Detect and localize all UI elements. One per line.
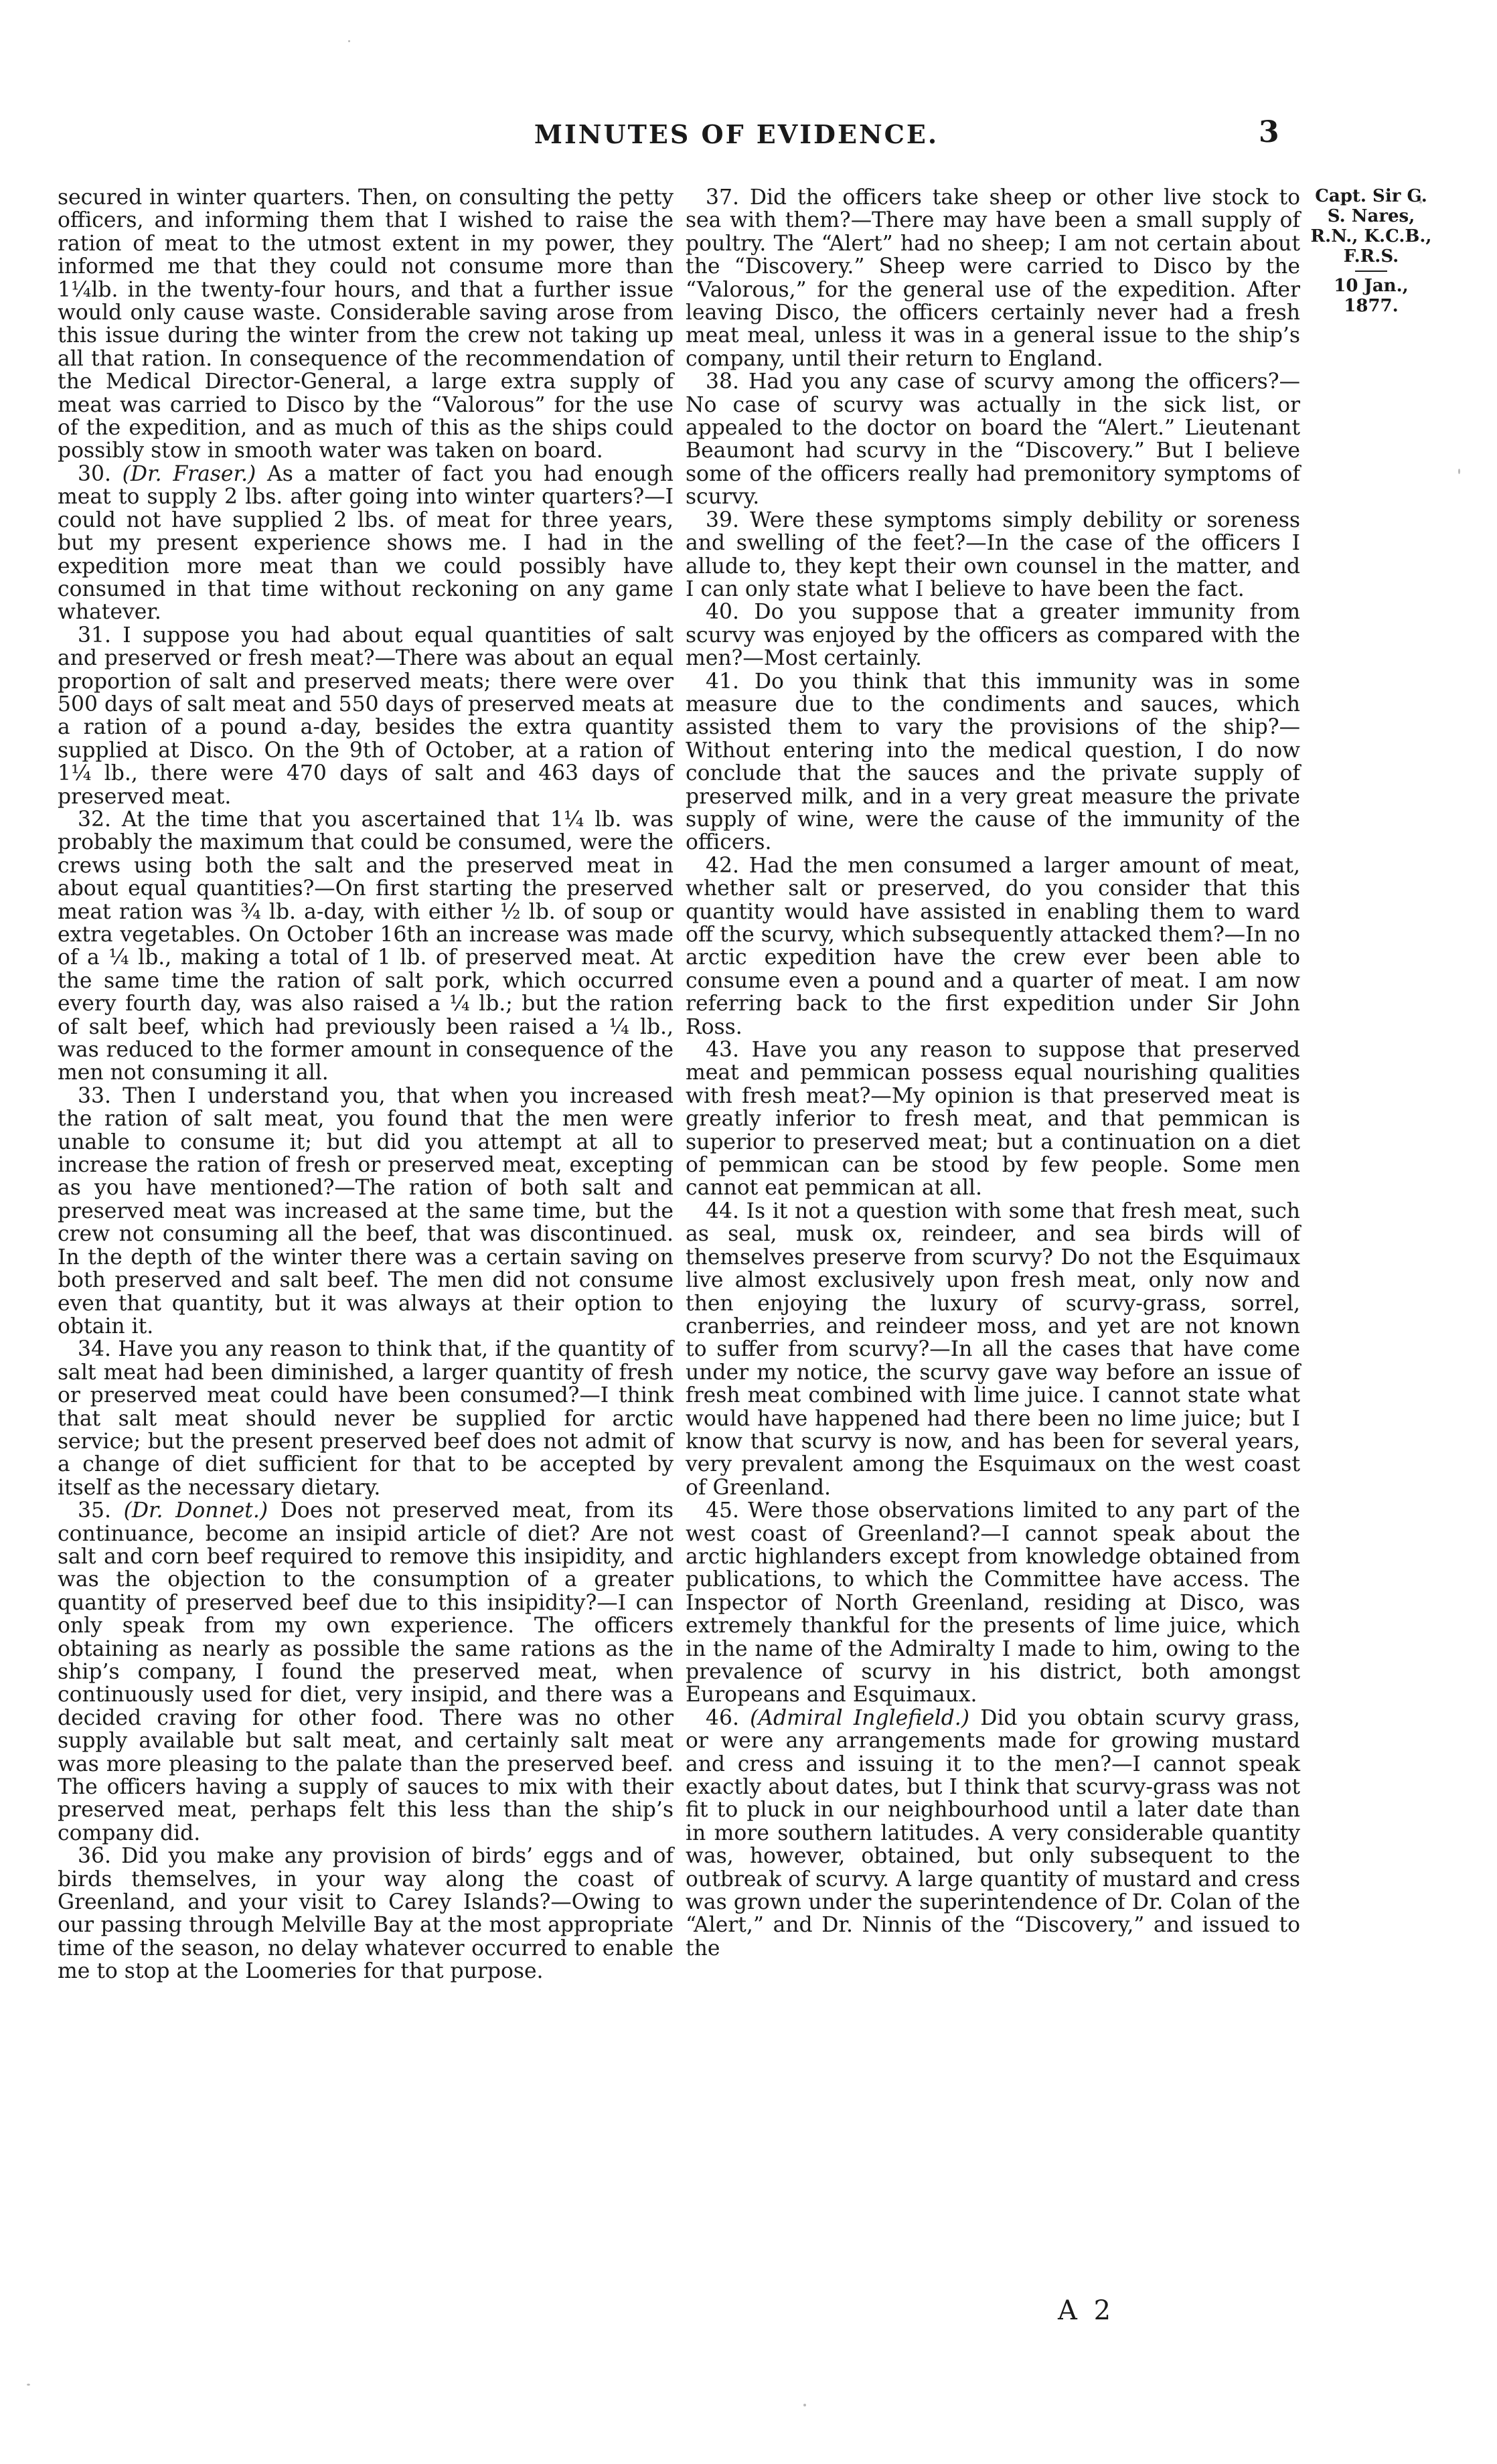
question-paragraph — [686, 1499, 1300, 1707]
question-paragraph — [58, 1338, 674, 1499]
print-speck — [1419, 201, 1422, 204]
paragraph-text: Had the men consumed a larger amount of meat, whether salt or preserved, do you consider that this quantity would have assisted in enabling them to ward off the scurvy, which subsequently attacked them?—In no arctic expedition have the crew ever been able to consume even a pound and a quarter of meat. I am now referring back to the first expedition under Sir John Ross. — [686, 853, 1300, 1039]
paragraph-text: Were those observations limited to any part of the west coast of Greenland?—I cannot speak about the arctic highlanders except from knowledge obtained from publications, to which the Committee have access. The Inspector of North Greenland, residing at Disco, was extremely thankful for the presents of lime juice, which in the name of the Admiralty I made to him, owing to the prevalence of scurvy in his district, both amongst Europeans and Esquimaux. — [686, 1498, 1300, 1707]
question-number: 40. — [706, 600, 739, 625]
question-paragraph — [686, 1038, 1300, 1200]
question-paragraph — [686, 1707, 1300, 1960]
question-paragraph — [686, 370, 1300, 508]
witness-honours: F.R.S. — [1343, 246, 1399, 266]
paragraph-text: secured in winter quarters. Then, on consulting the petty officers, and informing them that I wished to raise the ration of meat to the utmost extent in my power, they informed me that they could not consume more than 1¼lb. in the twenty-four hours, and that a further issue would only cause waste. Considerable saving arose from this issue during the winter from the crew not taking up all that ration. In consequence of the recommendation of the Medical Director-General, a large extra supply of meat was carried to Disco by the “Valorous” for the use of the expedition, and as much of this as the ships could possibly stow in smooth water was taken on board. — [58, 185, 674, 463]
paragraph-text: As a matter of fact you had enough meat to supply 2 lbs. after going into winter quarters?—I could not have supplied 2 lbs. of meat for three years, but my present experience shows me. I had in the expedition more meat than we could possibly have consumed in that time without reckoning on any game whatever. — [58, 461, 674, 625]
paragraph-text: Did you obtain scurvy grass, or were any arrangements made for growing mustard and cress and issuing it to the men?—I cannot speak exactly about dates, but I think that scurvy-grass was not fit to pluck in our neighbourhood until a later date than in more southern latitudes. A very considerable quantity was, however, obtained, but only subsequent to the outbreak of scurvy. A large quantity of mustard and cress was grown under the superintendence of Dr. Colan of the “Alert,” and Dr. Ninnis of the “Discovery,” and issued to the — [686, 1705, 1300, 1960]
question-paragraph — [686, 509, 1300, 601]
paragraph-text: Have you any reason to suppose that preserved meat and pemmican possess equal nourishing qualities with fresh meat?—My opinion is that preserved meat is greatly inferior to fresh meat, and that pemmican is superior to preserved meat; but a continuation on a diet of pemmican can be stood by few people. Some men cannot eat pemmican at all. — [686, 1038, 1300, 1201]
question-number: 46. — [706, 1705, 739, 1730]
signature-mark: A 2 — [1058, 2295, 1115, 2326]
question-number: 30. — [78, 461, 111, 486]
print-speck — [27, 2384, 30, 2386]
question-number: 31. — [78, 623, 111, 647]
speaker: (Admiral Inglefield.) — [750, 1705, 970, 1730]
divider — [1355, 271, 1387, 272]
paragraph-text: Have you any reason to think that, if the quantity of salt meat had been diminished, a larger quantity of fresh or preserved meat could have been consumed?—I think that salt meat should never be supplied for arctic service; but the present preserved beef does not admit of a change of diet sufficient for that to be accepted by itself as the necessary dietary. — [58, 1337, 674, 1500]
question-paragraph — [58, 463, 674, 624]
print-speck — [803, 2404, 806, 2406]
paragraph-text: I suppose you had about equal quantities of salt and preserved or fresh meat?—There was about an equal proportion of salt and preserved meats; there were over 500 days of salt meat and 550 days of preserved meats at a ration of a pound a-day, besides the extra quantity supplied at Disco. On the 9th of October, at a ration of 1¼ lb., there were 470 days of salt and 463 days of preserved meat. — [58, 623, 674, 809]
question-number: 38. — [706, 370, 739, 394]
question-paragraph — [686, 670, 1300, 854]
question-number: 35. — [78, 1498, 111, 1523]
witness-name: Capt. Sir G. — [1315, 186, 1427, 206]
paragraph-text: Did you make any provision of birds’ eggs and of birds themselves, in your way along the coast of Greenland, and your visit to Carey Islands?—Owing to our passing through Melville Bay at the most appropriate time of the season, no delay whatever occurred to enable me to stop at the Loomeries for that purpose. — [58, 1844, 674, 1984]
witness-name: S. Nares, — [1327, 206, 1415, 226]
question-number: 37. — [706, 185, 739, 210]
speaker: (Dr. Fraser.) — [122, 461, 256, 486]
question-paragraph — [686, 1200, 1300, 1499]
question-paragraph — [58, 624, 674, 808]
page-title: MINUTES OF EVIDENCE. — [534, 119, 939, 149]
paragraph-text: Did the officers take sheep or other live stock to sea with them?—There may have been a small supply of poultry. The “Alert” had no sheep; I am not certain about the “Discovery.” Sheep were carried to Disco by the “Valorous,” for the general use of the expedition. After leaving Disco, the officers certainly never had a fresh meat meal, unless it was in a general issue to the ship’s company, until their return to England. — [686, 185, 1300, 371]
question-paragraph — [686, 854, 1300, 1038]
paragraph-text: Had you any case of scurvy among the officers?—No case of scurvy was actually in the sick list, or appealed to the doctor on board the “Alert.” Lieutenant Beaumont had scurvy in the “Discovery.” But I believe some of the officers really had premonitory symptoms of scurvy. — [686, 370, 1300, 510]
question-number: 45. — [706, 1498, 739, 1523]
paragraph — [58, 186, 674, 463]
paragraph-text: Is it not a question with some that fresh meat, such as seal, musk ox, reindeer, and sea birds will of themselves preserve from scurvy? Do not the Esquimaux live almost exclusively upon fresh meat, only now and then enjoying the luxury of scurvy-grass, sorrel, cranberries, and reindeer moss, and yet are not known to suffer from scurvy?—In all the cases that have come under my notice, the scurvy gave way before an issue of fresh meat combined with lime juice. I cannot state what would have happened had there been no lime juice; but I know that scurvy is now, and has been for several years, very prevalent among the Esquimaux on the west coast of Greenland. — [686, 1199, 1300, 1500]
question-number: 39. — [706, 508, 739, 532]
question-number: 43. — [706, 1038, 739, 1063]
paragraph-text: Were these symptoms simply debility or soreness and swelling of the feet?—In the case of the officers I allude to, they kept their own counsel in the matter, and I can only state what I believe to have been the fact. — [686, 508, 1300, 601]
print-speck — [348, 40, 350, 42]
question-paragraph — [58, 1499, 674, 1845]
question-number: 33. — [78, 1083, 111, 1108]
question-number: 42. — [706, 853, 739, 878]
question-paragraph — [686, 186, 1300, 370]
question-number: 32. — [78, 807, 111, 832]
paragraph-text: At the time that you ascertained that 1¼ lb. was probably the maximum that could be consumed, were the crews using both the salt and the preserved meat in about equal quantities?—On first starting the preserved meat ration was ¾ lb. a-day, with either ½ lb. of soup or extra vegetables. On October 16th an increase was made of a ¼ lb., making a total of 1 lb. of preserved meat. At the same time the ration of salt pork, which occurred every fourth day, was also raised a ¼ lb.; but the ration of salt beef, which had previously been raised a ¼ lb., was reduced to the former amount in consequence of the men not consuming it all. — [58, 807, 674, 1085]
left-column — [58, 186, 674, 1983]
paragraph-text: Do you think that this immunity was in some measure due to the condiments and sauces, which assisted them to vary the provisions of the ship?—Without entering into the medical question, I do now conclude that the sauces and the private supply of preserved milk, and in a very great measure the private supply of wine, were the cause of the immunity of the officers. — [686, 669, 1301, 855]
paragraph-text: Do you suppose that a greater immunity from scurvy was enjoyed by the officers as compared with the men?—Most certainly. — [686, 600, 1300, 671]
page-number: 3 — [1259, 115, 1279, 149]
right-column — [686, 186, 1300, 1960]
print-speck — [1458, 469, 1460, 474]
speaker: (Dr. Donnet.) — [123, 1498, 268, 1523]
question-number: 44. — [706, 1199, 739, 1223]
paragraph-text: Does not preserved meat, from its continuance, become an insipid article of diet? Are not salt and corn beef required to remove this insipidity, and was the objection to the consumption of a greater quantity of preserved beef due to this insipidity?—I can only speak from my own experience. The officers obtaining as nearly as possible the same rations as the ship’s company, I found the preserved meat, when continuously used for diet, very insipid, and there was a decided craving for other food. There was no other supply available but salt meat, and certainly salt meat was more pleasing to the palate than the preserved beef. The officers having a supply of sauces to mix with their preserved meat, perhaps felt this less than the ship’s company did. — [58, 1498, 674, 1845]
running-head — [0, 115, 1497, 159]
question-paragraph — [58, 808, 674, 1085]
question-number: 34. — [78, 1337, 111, 1362]
question-paragraph — [686, 601, 1300, 670]
question-number: 36. — [78, 1844, 111, 1869]
witness-sidenote — [1304, 186, 1438, 316]
question-number: 41. — [706, 669, 739, 694]
witness-rank: R.N., K.C.B., — [1310, 226, 1432, 246]
evidence-date: 10 Jan., 1877. — [1334, 276, 1409, 316]
question-paragraph — [58, 1085, 674, 1338]
question-paragraph — [58, 1845, 674, 1983]
paragraph-text: Then I understand you, that when you increased the ration of salt meat, you found that the men were unable to consume it; but did you attempt at all to increase the ration of fresh or preserved meat, excepting as you have mentioned?—The ration of both salt and preserved meat was increased at the same time, but the crew not consuming all the beef, that was discontinued. In the depth of the winter there was a certain saving on both preserved and salt beef. The men did not consume even that quantity, but it was always at their option to obtain it. — [58, 1083, 674, 1338]
